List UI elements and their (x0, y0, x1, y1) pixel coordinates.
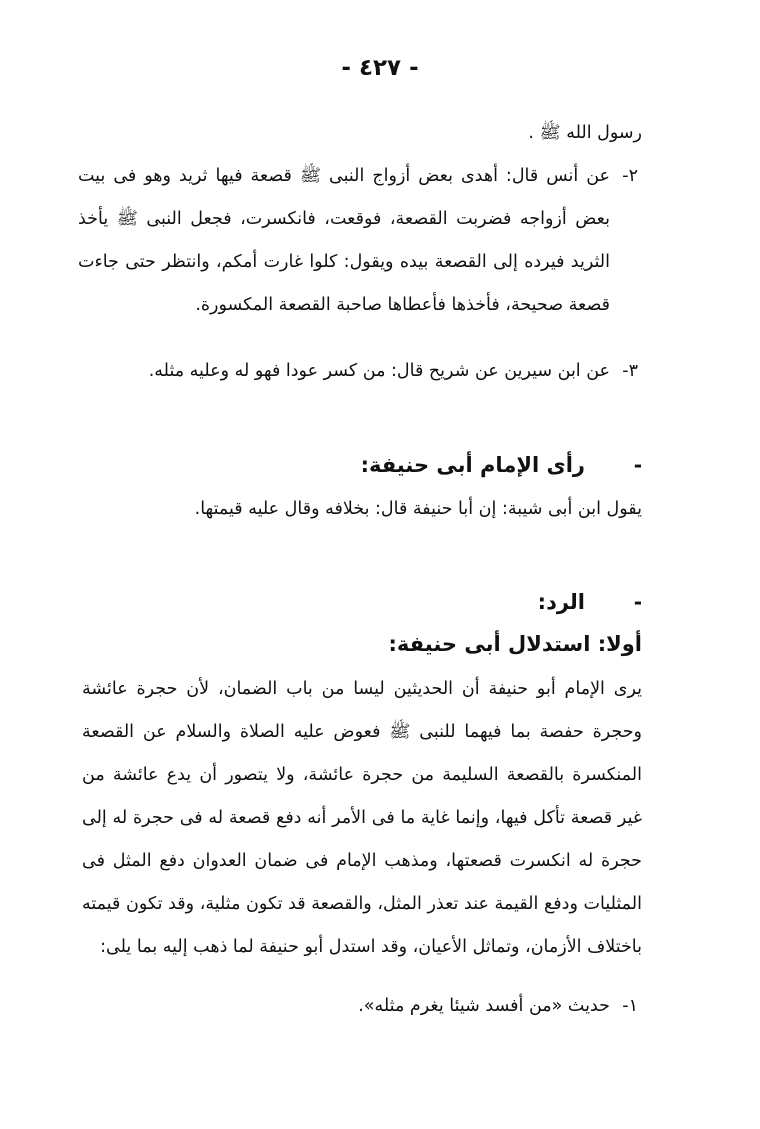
heading-response: الرد: (537, 590, 585, 614)
heading-1-dash: - (633, 453, 642, 477)
item-3-text: عن ابن سيرين عن شريح قال: من كسر عودا فهو له وعليه مثله. (148, 361, 610, 381)
item-2-text: عن أنس قال: أهدى بعض أزواج النبى ﷺ قصعة فيها ثريد وهو فى بيت بعض أزواجه فضربت القصعة، فوقعت، فانكسرت، فجعل النبى ﷺ يأخذ الثريد فيرده إلى القصعة بيده ويقول: كلوا غارت أمكم، وانتظر حتى جاءت قصعة صحيحة، فأخذها فأعطاها صاحبة القصعة المكسورة. (78, 166, 610, 315)
item-2 (78, 155, 640, 327)
item-1-text: حديث «من أفسد شيئا يغرم مثله». (358, 996, 610, 1016)
heading-opinion: رأى الإمام أبى حنيفة: (360, 453, 585, 477)
heading-evidence: أولا: استدلال أبى حنيفة: (388, 632, 642, 656)
item-2-number: ٢- (622, 166, 638, 186)
item-1 (78, 985, 640, 1028)
continuation-line: رسول الله ﷺ . (528, 123, 642, 143)
page-number: - ٤٢٧ - (341, 55, 419, 81)
item-1-number: ١- (622, 996, 638, 1016)
paragraph-opinion: يقول ابن أبى شيبة: إن أبا حنيفة قال: بخلافه وقال عليه قيمتها. (194, 499, 642, 519)
heading-2-dash: - (633, 590, 642, 614)
item-3-number: ٣- (622, 361, 638, 381)
paragraph-evidence: يرى الإمام أبو حنيفة أن الحديثين ليسا من باب الضمان، لأن حجرة عائشة وحجرة حفصة بما فيهما للنبى ﷺ فعوض عليه الصلاة والسلام عن القصعة المنكسرة بالقصعة السليمة من حجرة عائشة، ولا يتصور أن يدع عائشة من غير قصعة تأكل فيها، وإنما غاية ما فى الأمر أنه دفع قصعة له فى حجرة له إلى حجرة له انكسرت قصعتها، ومذهب الإمام فى ضمان العدوان دفع المثل فى المثليات ودفع القيمة عند تعذر المثل، والقصعة قد تكون مثلية، وقد تكون قيمته باختلاف الأزمان، وتماثل الأعيان، وقد استدل أبو حنيفة لما ذهب إليه بما يلى: (82, 679, 642, 957)
item-3 (78, 350, 640, 393)
